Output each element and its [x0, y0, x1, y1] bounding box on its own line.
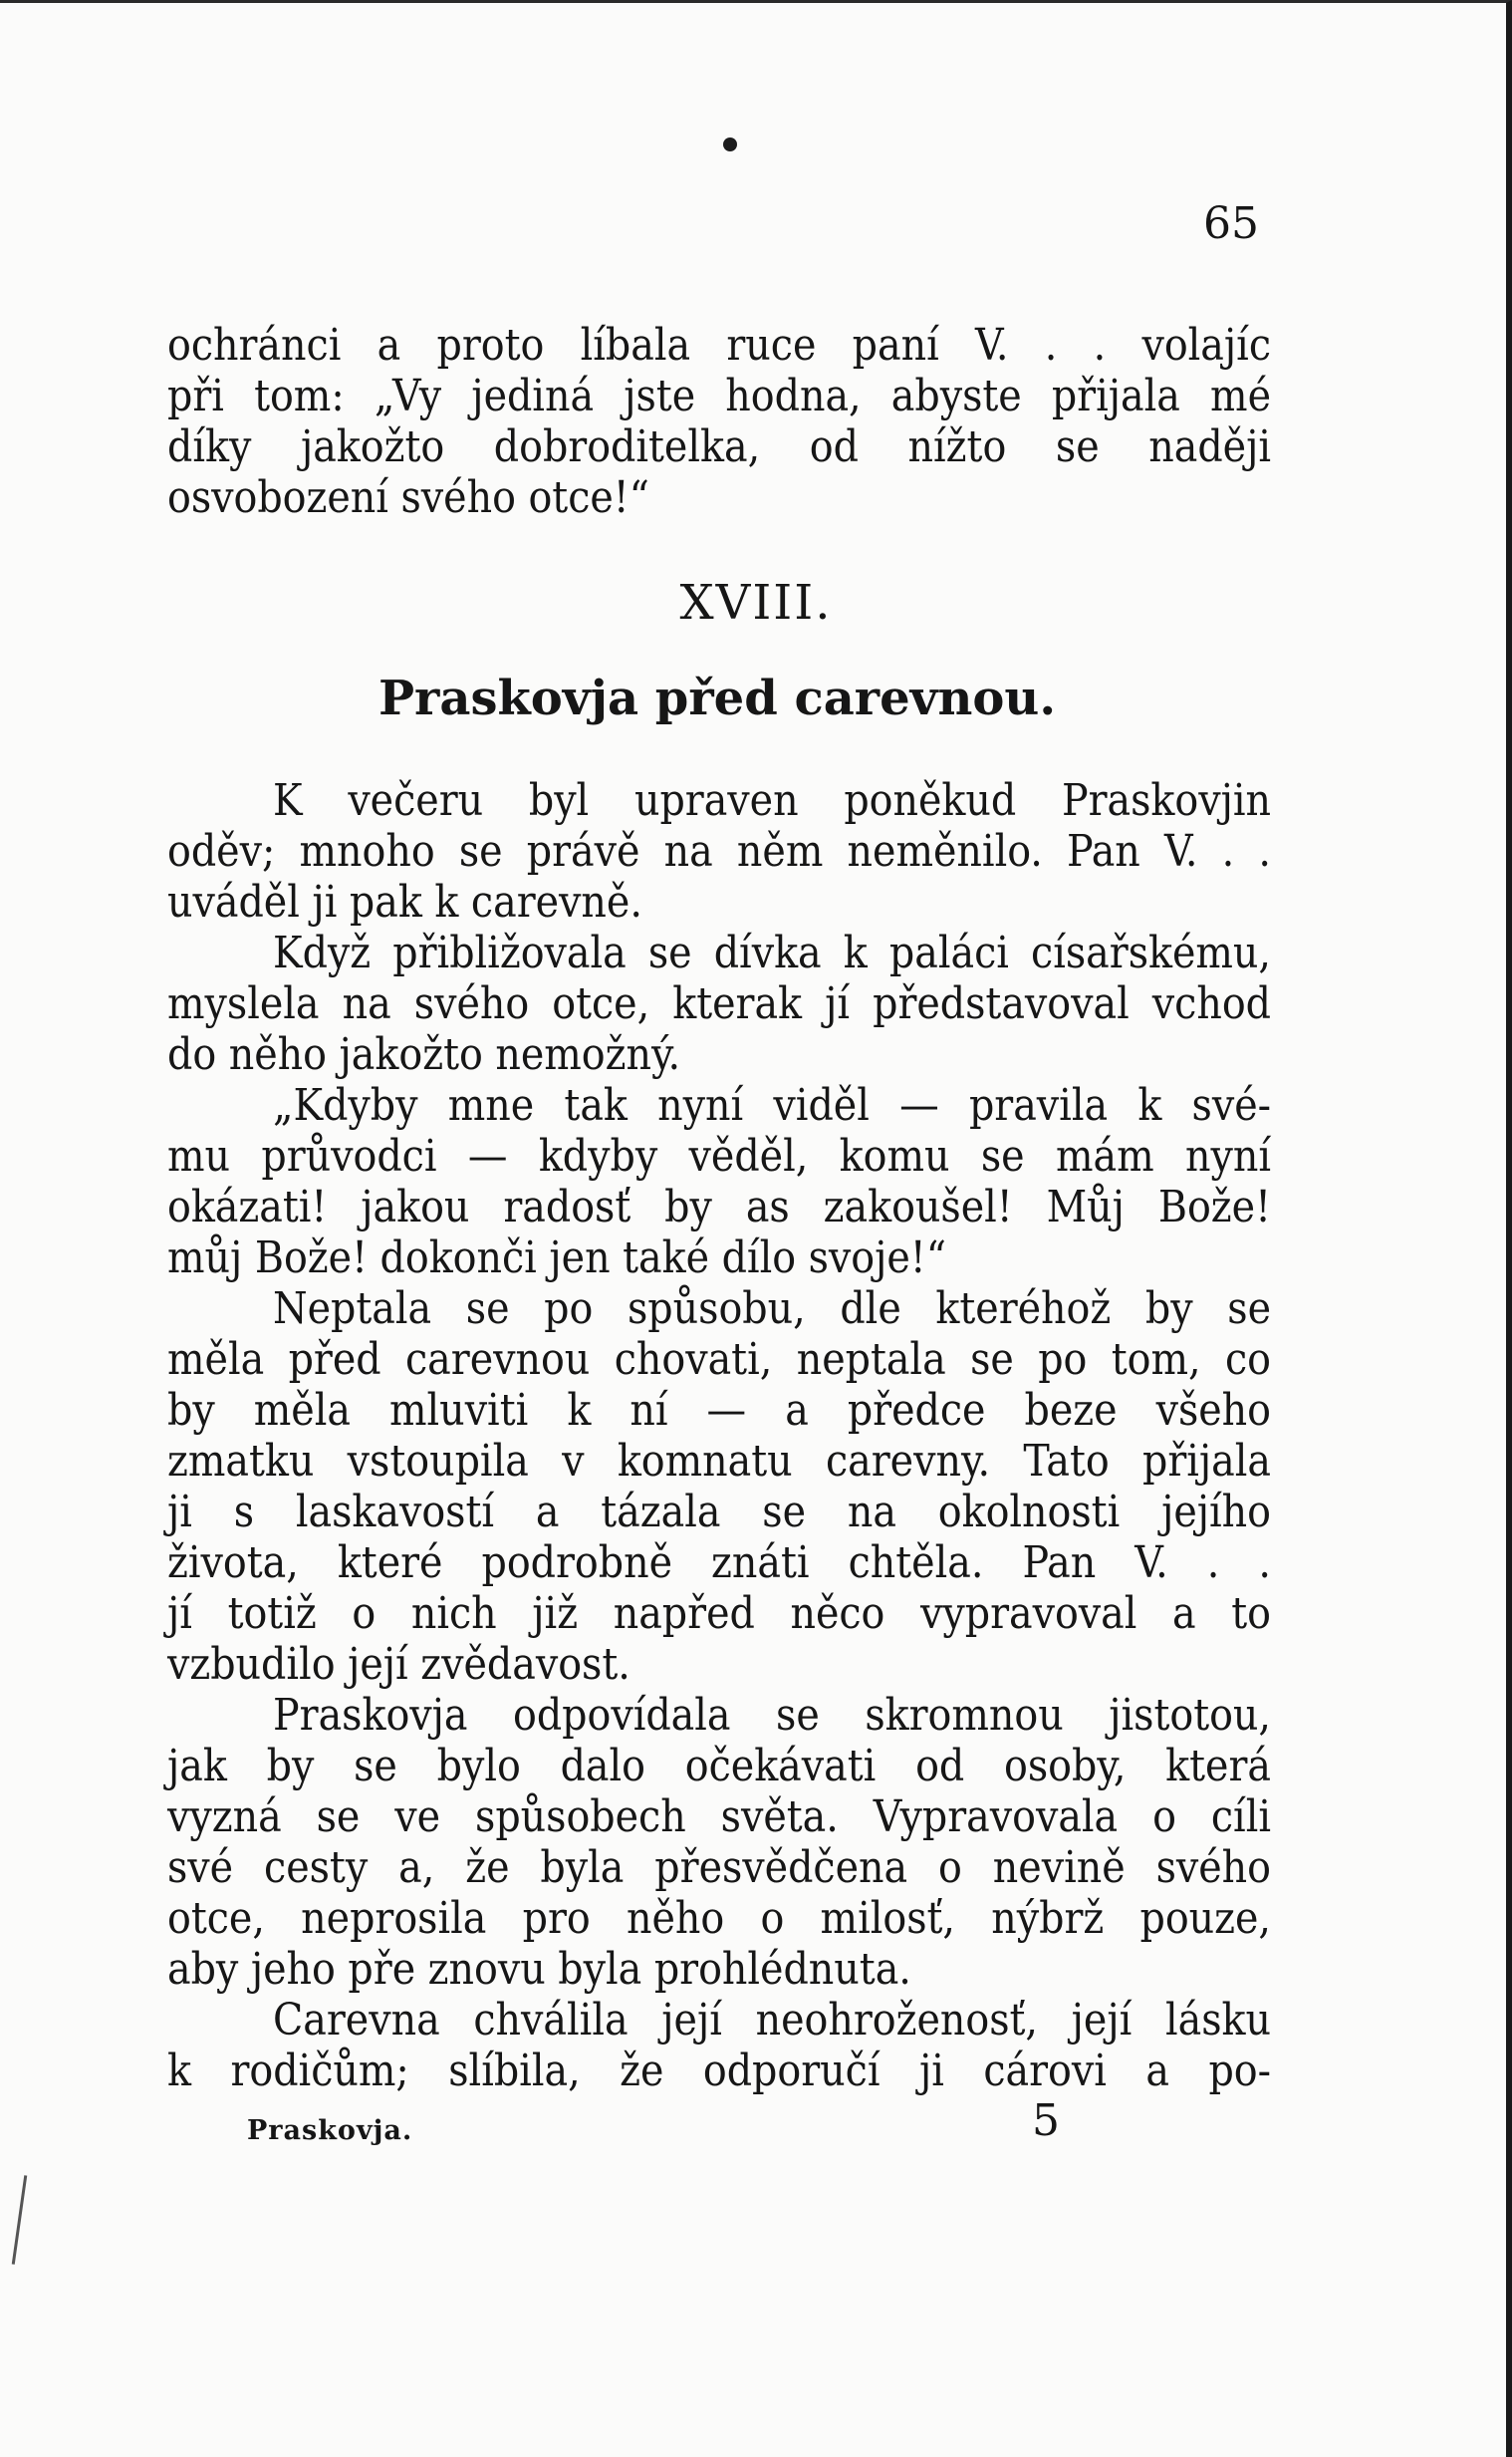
text-line: mu průvodci — kdyby věděl, komu se mám nyní [167, 1131, 1271, 1182]
text-line: Carevna chválila její neohroženosť, její lásku [273, 1995, 1271, 2046]
text-line: „Kdyby mne tak nyní viděl — pravila k své- [273, 1080, 1271, 1131]
chapter-number: XVIII. [679, 575, 833, 631]
text-line: zmatku vstoupila v komnatu carevny. Tato přijala [167, 1436, 1271, 1487]
text-line: oděv; mnoho se právě na něm neměnilo. Pan V. . . [167, 826, 1271, 877]
page-number: 65 [1203, 198, 1259, 249]
text-line: myslela na svého otce, kterak jí představoval vchod [167, 978, 1271, 1029]
text-line: své cesty a, že byla přesvědčena o nevině svého [167, 1842, 1271, 1893]
text-line: jak by se bylo dalo očekávati od osoby, která [167, 1741, 1271, 1791]
text-line: ji s laskavostí a tázala se na okolnosti jejího [167, 1487, 1271, 1537]
text-line: Neptala se po spůsobu, dle kteréhož by se [273, 1283, 1271, 1334]
text-line: okázati! jakou radosť by as zakoušel! Můj Bože! [167, 1182, 1271, 1232]
text-line: života, které podrobně znáti chtěla. Pan V. . . [167, 1537, 1271, 1588]
text-line: vzbudilo její zvědavost. [167, 1639, 630, 1690]
text-line: díky jakožto dobroditelka, od nížto se naději [167, 421, 1271, 472]
text-line: při tom: „Vy jediná jste hodna, abyste přijala mé [167, 371, 1271, 421]
text-line: Praskovja odpovídala se skromnou jistotou, [273, 1690, 1271, 1741]
text-line: vyzná se ve spůsobech světa. Vypravovala o cíli [167, 1791, 1271, 1842]
text-line: otce, neprosila pro něho o milosť, nýbrž pouze, [167, 1893, 1271, 1944]
scan-artifact [12, 2175, 27, 2265]
chapter-body [167, 775, 1271, 2096]
text-line: K večeru byl upraven poněkud Praskovjin [273, 775, 1271, 826]
paragraph-top [167, 320, 1271, 523]
text-line: jí totiž o nich již napřed něco vypravoval a to [167, 1588, 1271, 1639]
text-line: můj Bože! dokonči jen také dílo svoje!“ [167, 1232, 946, 1283]
text-line: ochránci a proto líbala ruce paní V. . . volajíc [167, 320, 1271, 371]
printer-signature: Praskovja. [247, 2115, 413, 2146]
text-line: k rodičům; slíbila, že odporučí ji cárovi a po- [167, 2046, 1271, 2096]
text-line: měla před carevnou chovati, neptala se po tom, co [167, 1334, 1271, 1385]
text-line: uváděl ji pak k carevně. [167, 877, 642, 928]
text-line: aby jeho pře znovu byla prohlédnuta. [167, 1944, 911, 1995]
text-line: do něho jakožto nemožný. [167, 1029, 681, 1080]
signature-number: 5 [1032, 2095, 1060, 2146]
text-line: osvobození svého otce!“ [167, 472, 649, 523]
ink-dot [723, 137, 737, 151]
text-line: by měla mluviti k ní — a předce beze všeho [167, 1385, 1271, 1436]
chapter-title: Praskovja před carevnou. [378, 671, 1057, 726]
text-line: Když přibližovala se dívka k paláci císařskému, [273, 928, 1271, 978]
